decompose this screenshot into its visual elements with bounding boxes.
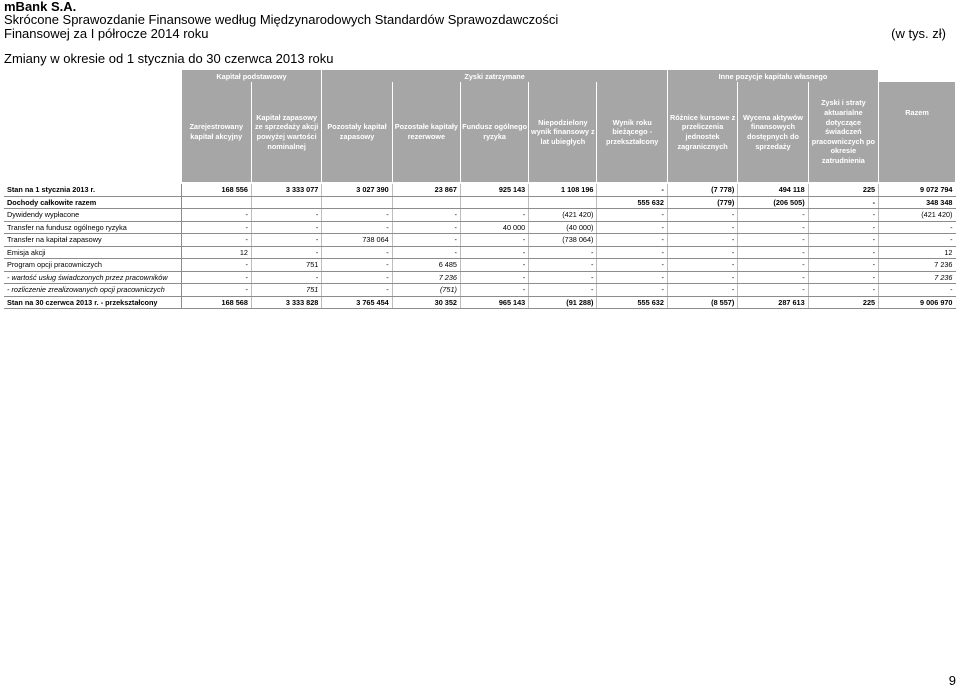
cell: (779) <box>667 196 737 209</box>
cell: - <box>460 284 528 297</box>
cell <box>322 196 392 209</box>
row-label: Transfer na kapitał zapasowy <box>4 234 181 247</box>
cell <box>460 196 528 209</box>
equity-changes-table <box>4 70 956 309</box>
cell: 3 333 828 <box>251 296 321 309</box>
cell: - <box>738 246 808 259</box>
company-name: mBank S.A. <box>4 0 77 14</box>
cell: - <box>597 246 667 259</box>
cell: - <box>597 271 667 284</box>
cell: 1 108 196 <box>529 184 597 196</box>
row-label: Dywidendy wypłacone <box>4 209 181 222</box>
col-header: Fundusz ogólnego ryzyka <box>460 82 528 182</box>
cell: - <box>392 234 460 247</box>
cell: - <box>181 209 251 222</box>
cell: - <box>738 271 808 284</box>
cell: 23 867 <box>392 184 460 196</box>
cell: 348 348 <box>879 196 956 209</box>
cell: - <box>460 259 528 272</box>
cell: - <box>597 234 667 247</box>
col-header: Kapitał zapasowy ze sprzedaży akcji powyżej wartości nominalnej <box>251 82 321 182</box>
cell: - <box>181 259 251 272</box>
cell: (738 064) <box>529 234 597 247</box>
cell: 925 143 <box>460 184 528 196</box>
cell: - <box>529 271 597 284</box>
cell: - <box>181 271 251 284</box>
cell: 3 027 390 <box>322 184 392 196</box>
col-header: Zarejestrowany kapitał akcyjny <box>181 82 251 182</box>
table-row <box>4 284 956 297</box>
cell: - <box>181 234 251 247</box>
col-header: Różnice kursowe z przeliczenia jednostek zagranicznych <box>667 82 737 182</box>
cell: - <box>529 259 597 272</box>
group-zyski-zatrzymane: Zyski zatrzymane <box>322 70 668 82</box>
cell: - <box>879 221 956 234</box>
group-kapital-podstawowy: Kapitał podstawowy <box>181 70 322 82</box>
cell: 287 613 <box>738 296 808 309</box>
cell: - <box>322 284 392 297</box>
cell: - <box>529 284 597 297</box>
cell: - <box>738 221 808 234</box>
cell: - <box>738 284 808 297</box>
cell: - <box>597 221 667 234</box>
row-label: Dochody całkowite razem <box>4 196 181 209</box>
col-header: Wynik roku bieżącego - przekształcony <box>597 82 667 182</box>
cell: - <box>667 271 737 284</box>
group-inne-pozycje: Inne pozycje kapitału własnego <box>667 70 878 82</box>
cell: (206 505) <box>738 196 808 209</box>
cell: - <box>808 271 878 284</box>
cell: - <box>392 246 460 259</box>
table-row <box>4 196 956 209</box>
cell: - <box>808 234 878 247</box>
row-label: - wartość usług świadczonych przez pracowników <box>4 271 181 284</box>
cell: - <box>460 246 528 259</box>
cell: - <box>529 246 597 259</box>
period-title: Zmiany w okresie od 1 stycznia do 30 czerwca 2013 roku <box>4 51 334 66</box>
cell: 225 <box>808 296 878 309</box>
cell: - <box>667 209 737 222</box>
cell: (421 420) <box>529 209 597 222</box>
cell: 40 000 <box>460 221 528 234</box>
cell: 7 236 <box>392 271 460 284</box>
cell: (7 778) <box>667 184 737 196</box>
column-header-row <box>4 82 956 182</box>
cell: 12 <box>181 246 251 259</box>
cell: - <box>738 234 808 247</box>
cell: - <box>808 221 878 234</box>
report-title-line2: Finansowej za I półrocze 2014 roku <box>4 26 209 41</box>
group-header-row <box>4 70 956 82</box>
cell: - <box>879 234 956 247</box>
cell <box>529 196 597 209</box>
cell <box>181 196 251 209</box>
row-label: - rozliczenie zrealizowanych opcji pracowniczych <box>4 284 181 297</box>
cell: - <box>322 246 392 259</box>
cell: - <box>392 221 460 234</box>
cell: - <box>322 221 392 234</box>
table-row <box>4 259 956 272</box>
table-row <box>4 221 956 234</box>
cell: (40 000) <box>529 221 597 234</box>
cell: - <box>667 284 737 297</box>
col-header: Pozostały kapitał zapasowy <box>322 82 392 182</box>
cell: 7 236 <box>879 271 956 284</box>
cell: - <box>322 209 392 222</box>
page-number: 9 <box>948 673 956 688</box>
cell: 3 333 077 <box>251 184 321 196</box>
col-header: Niepodzielony wynik finansowy z lat ubiegłych <box>529 82 597 182</box>
cell: 168 556 <box>181 184 251 196</box>
cell: - <box>808 209 878 222</box>
cell: 225 <box>808 184 878 196</box>
table-row <box>4 209 956 222</box>
table-row <box>4 271 956 284</box>
cell: 168 568 <box>181 296 251 309</box>
cell: - <box>808 196 878 209</box>
cell: 738 064 <box>322 234 392 247</box>
cell: 6 485 <box>392 259 460 272</box>
cell: - <box>597 209 667 222</box>
row-label: Program opcji pracowniczych <box>4 259 181 272</box>
cell: - <box>667 234 737 247</box>
cell: - <box>808 284 878 297</box>
cell: 751 <box>251 259 321 272</box>
cell: - <box>460 271 528 284</box>
row-label: Stan na 30 czerwca 2013 r. - przekształcony <box>4 296 181 309</box>
cell: - <box>181 221 251 234</box>
cell: 751 <box>251 284 321 297</box>
table-row <box>4 234 956 247</box>
cell: - <box>738 209 808 222</box>
col-header-razem: Razem <box>879 82 956 182</box>
cell: - <box>597 259 667 272</box>
cell: 30 352 <box>392 296 460 309</box>
col-header: Zyski i straty aktuarialne dotyczące świadczeń pracowniczych po okresie zatrudnienia <box>808 82 878 182</box>
cell: 555 632 <box>597 296 667 309</box>
cell: - <box>392 209 460 222</box>
cell: (421 420) <box>879 209 956 222</box>
cell: - <box>251 221 321 234</box>
cell: - <box>738 259 808 272</box>
table-row <box>4 246 956 259</box>
cell: - <box>322 271 392 284</box>
cell: 12 <box>879 246 956 259</box>
cell: (91 288) <box>529 296 597 309</box>
cell: - <box>879 284 956 297</box>
unit-label: (w tys. zł) <box>891 26 946 41</box>
cell: (751) <box>392 284 460 297</box>
cell: - <box>597 284 667 297</box>
row-label: Transfer na fundusz ogólnego ryzyka <box>4 221 181 234</box>
cell: 7 236 <box>879 259 956 272</box>
row-label: Emisja akcji <box>4 246 181 259</box>
col-header: Pozostałe kapitały rezerwowe <box>392 82 460 182</box>
cell: - <box>251 234 321 247</box>
col-header: Wycena aktywów finansowych dostępnych do sprzedaży <box>738 82 808 182</box>
table-row <box>4 184 956 196</box>
report-header <box>4 0 956 41</box>
cell: - <box>808 259 878 272</box>
cell: 965 143 <box>460 296 528 309</box>
cell: - <box>667 221 737 234</box>
report-title-line1: Skrócone Sprawozdanie Finansowe według Międzynarodowych Standardów Sprawozdawczości <box>4 12 559 27</box>
cell: - <box>251 246 321 259</box>
cell: - <box>597 184 667 196</box>
cell: 494 118 <box>738 184 808 196</box>
cell: - <box>460 209 528 222</box>
cell: 555 632 <box>597 196 667 209</box>
cell: 9 006 970 <box>879 296 956 309</box>
cell <box>392 196 460 209</box>
cell: 3 765 454 <box>322 296 392 309</box>
cell: - <box>667 246 737 259</box>
cell: - <box>667 259 737 272</box>
cell: 9 072 794 <box>879 184 956 196</box>
cell: - <box>251 271 321 284</box>
cell: - <box>460 234 528 247</box>
row-label: Stan na 1 stycznia 2013 r. <box>4 184 181 196</box>
cell: - <box>181 284 251 297</box>
cell: - <box>808 246 878 259</box>
cell <box>251 196 321 209</box>
cell: (8 557) <box>667 296 737 309</box>
cell: - <box>251 209 321 222</box>
table-row <box>4 296 956 309</box>
cell: - <box>322 259 392 272</box>
